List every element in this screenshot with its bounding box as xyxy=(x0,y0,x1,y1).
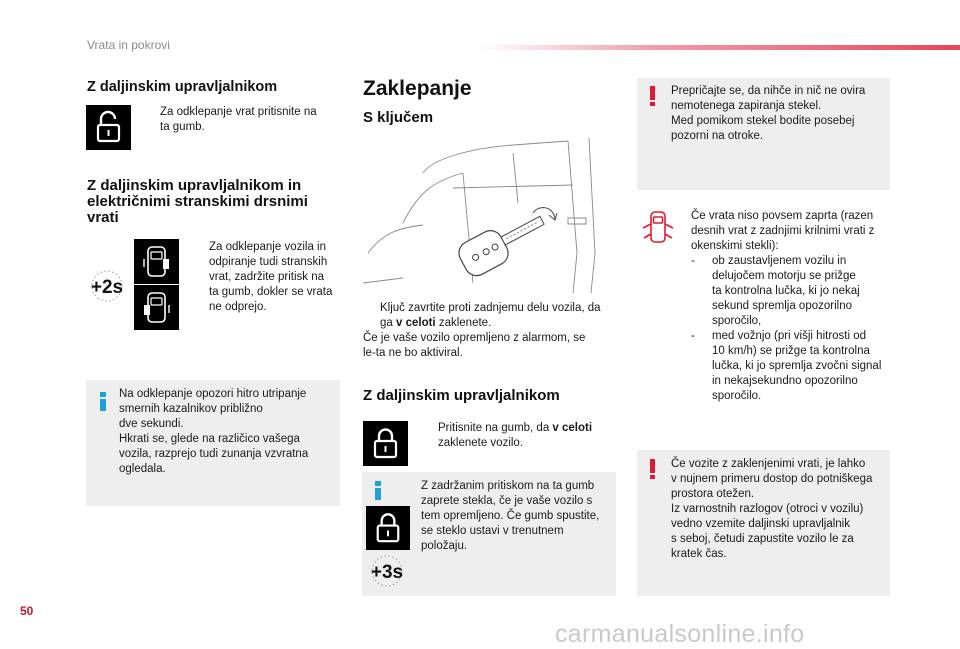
running-title: Vrata in pokrovi xyxy=(87,38,170,52)
sliding-door-left-icon xyxy=(134,285,179,330)
watermark: carmanualsonline.info xyxy=(555,620,805,648)
text-line: ne odprejo. xyxy=(209,301,267,313)
text-fragment: zaklenete. xyxy=(435,317,492,329)
section-title-locking: Zaklepanje xyxy=(363,77,472,100)
text-line: položaju. xyxy=(421,540,468,552)
sliding-door-right-icon xyxy=(134,239,179,284)
text-line: Med pomikom stekel bodite posebej xyxy=(671,115,855,127)
text-line: Na odklepanje opozori hitro utripanje xyxy=(119,388,307,400)
text-line: pozorni na otroke. xyxy=(671,130,764,142)
info-text-unlock xyxy=(119,387,339,477)
text-line: vozila, razprejo tudi zunanja vzvratna xyxy=(119,448,309,460)
subheading-remote-lock: Z daljinskim upravljalnikom xyxy=(363,387,560,404)
text-line: med vožnjo (pri višji hitrosti od xyxy=(712,330,867,342)
key-lock-instruction xyxy=(363,301,623,361)
text-line: zaklenete vozilo. xyxy=(438,437,524,449)
text-line: odpiranje tudi stranskih xyxy=(209,256,328,268)
text-line: se steklo ustavi v trenutnem xyxy=(421,525,564,537)
heading-line: Z daljinskim upravljalnikom in xyxy=(87,177,302,194)
subheading-with-key: S ključem xyxy=(363,109,434,126)
warning-text-windows xyxy=(671,84,891,144)
text-line: sekund spremlja opozorilno xyxy=(712,300,852,312)
text-line: Če je vaše vozilo opremljeno z alarmom, se xyxy=(363,332,586,344)
timer-label: +3s xyxy=(370,562,404,583)
lock-icon xyxy=(363,421,408,466)
text-line: Z zadržanim pritiskom na ta gumb xyxy=(421,480,595,492)
text-line: Ključ zavrtite proti zadnjemu delu vozila, da xyxy=(380,302,601,314)
door-open-note xyxy=(691,209,896,404)
warning-text-locked-doors xyxy=(671,457,891,562)
header-accent-bar xyxy=(480,45,960,50)
door-open-warning-icon xyxy=(640,208,676,248)
text-line: in nekajsekundno opozorilno xyxy=(712,375,858,387)
warning-icon-dot xyxy=(650,475,655,479)
text-line: le-ta ne bo aktiviral. xyxy=(363,347,463,359)
timer-label: +2s xyxy=(90,277,124,298)
list-item xyxy=(691,329,896,404)
warning-icon-dot xyxy=(650,102,655,106)
text-fragment: Pritisnite na gumb, da xyxy=(438,422,553,434)
text-line: okenskimi stekli): xyxy=(691,240,779,252)
section-heading-remote-unlock: Z daljinskim upravljalnikom xyxy=(87,79,278,95)
text-line: s seboj, četudi zapustite vozilo le za xyxy=(671,533,854,545)
section-heading-sliding-doors xyxy=(87,178,308,225)
warning-icon xyxy=(650,459,655,473)
text-line: nemotenega zapiranja stekel. xyxy=(671,100,822,112)
text-line: ta kontrolna lučka, ki jo nekaj xyxy=(712,285,860,297)
text-line: Če vozite z zaklenjenimi vrati, je lahko xyxy=(671,458,866,470)
text-line: smernih kazalnikov približno xyxy=(119,403,263,415)
text-fragment: ga xyxy=(380,317,396,329)
text-line: ogledala. xyxy=(119,463,166,475)
info-text-windows xyxy=(421,479,616,554)
heading-line: vrati xyxy=(87,208,119,226)
sliding-door-instruction xyxy=(192,240,352,315)
car-door-key-illustration xyxy=(363,133,615,293)
page-number: 50 xyxy=(20,604,34,618)
list-item xyxy=(691,254,896,329)
unlock-icon xyxy=(86,105,131,150)
text-line: sporočilo. xyxy=(712,390,762,402)
text-line: zaprete stekla, če je vaše vozilo s xyxy=(421,495,593,507)
text-line: Prepričajte se, da nihče in nič ne ovira xyxy=(671,85,866,97)
text-line: vedno vzemite daljinski upravljalnik xyxy=(671,518,850,530)
list-dash: - xyxy=(691,255,695,267)
text-line: desnih vrat z zadnjimi krilnimi vrati z xyxy=(691,225,875,237)
text-line: vrat, zadržite pritisk na xyxy=(209,271,325,283)
text-line: Za odklepanje vrat pritisnite na xyxy=(160,106,317,118)
text-line: prostora otežen. xyxy=(671,488,755,500)
text-line: lučka, ki jo spremlja zvočni signal xyxy=(712,360,882,372)
heading-line: električnimi stranskimi drsnimi xyxy=(87,192,308,210)
list-dash: - xyxy=(691,330,695,342)
timer-2s-icon xyxy=(85,268,129,304)
text-line: Za odklepanje vozila in xyxy=(209,241,326,253)
text-line: v nujnem primeru dostop do potniškega xyxy=(671,473,873,485)
text-line: ta gumb. xyxy=(160,121,205,133)
text-line: sporočilo, xyxy=(712,315,762,327)
remote-lock-instruction xyxy=(421,421,621,451)
text-line: kratek čas. xyxy=(671,548,727,560)
text-line: Iz varnostnih razlogov (otroci v vozilu) xyxy=(671,503,864,515)
text-line: 10 km/h) se prižge ta kontrolna xyxy=(712,345,870,357)
text-line: ta gumb, dokler se vrata xyxy=(209,286,333,298)
text-line: tem opremljeno. Če gumb spustite, xyxy=(421,510,600,522)
timer-3s-icon xyxy=(365,553,409,589)
text-line: Hkrati se, glede na različico vašega xyxy=(119,433,300,445)
text-line: ob zaustavljenem vozilu in xyxy=(712,255,847,267)
text-line: dve sekundi. xyxy=(119,418,184,430)
text-line xyxy=(363,316,623,331)
text-line: delujočem motorju se prižge xyxy=(712,270,856,282)
lock-icon xyxy=(366,506,410,550)
bold-text: v celoti xyxy=(396,317,436,329)
text-line: Če vrata niso povsem zaprta (razen xyxy=(691,210,874,222)
warning-icon xyxy=(650,86,655,100)
unlock-instruction xyxy=(143,105,343,135)
text-line xyxy=(438,421,621,436)
bold-text: v celoti xyxy=(552,422,593,434)
